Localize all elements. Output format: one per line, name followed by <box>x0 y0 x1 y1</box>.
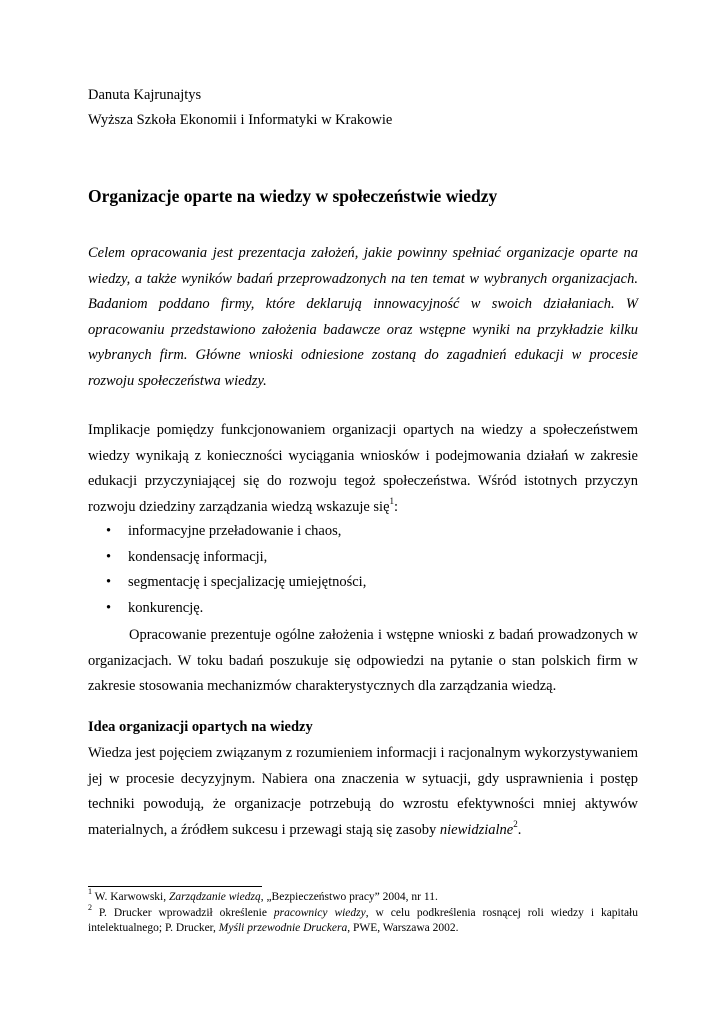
footnote-1 <box>88 887 638 905</box>
abstract: Celem opracowania jest prezentacja założeń, jakie powinny spełniać organizacje oparte na wiedzy, a także wyników badań przeprowadzonych na ten temat w wybranych organizacjach. Badaniom poddano firmy, które deklarują innowacyjność w swoich działaniach. W opracowaniu przedstawiono założenia badawcze oraz wstępne wyniki na przykładzie kilku wybranych firm. Główne wnioski odniesione zostaną do zagadnień edukacji w procesie rozwoju społeczeństwa wiedzy. <box>88 245 638 389</box>
list-item: • segmentację i specjalizację umiejętności, <box>106 570 646 596</box>
study-paragraph: Opracowanie prezentuje ogólne założenia i wstępne wnioski z badań prowadzonych w organizacjach. W toku badań poszukuje się odpowiedzi na pytanie o stan polskich firm w zakresie stosowania mechanizmów charakterystycznych dla zarządzania wiedzą. <box>88 627 638 695</box>
footnote-number: 2 <box>88 903 92 913</box>
italic-term: niewidzialne <box>439 821 514 838</box>
intro-paragraph <box>88 418 638 520</box>
section-paragraph <box>88 741 638 843</box>
footnote-italic: Zarządzanie wiedzą <box>169 891 261 903</box>
footnote-text: , w celu podkreślenia rosnącej roli wiedzy i kapitału intelektualnego; P. Drucker, <box>88 907 638 934</box>
section-end: . <box>517 821 522 838</box>
section-heading: Idea organizacji opartych na wiedzy <box>88 719 313 735</box>
footnote-text: , PWE, Warszawa 2002. <box>347 922 459 934</box>
author-name: Danuta Kajrunajtys <box>88 87 202 103</box>
footnote-ref-2: 2 <box>513 818 518 829</box>
footnote-text: P. Drucker wprowadził określenie <box>92 907 274 919</box>
footnote-2 <box>88 903 638 936</box>
footnote-text: W. Karwowski, <box>92 891 169 903</box>
list-item: • informacyjne przeładowanie i chaos, <box>106 519 646 545</box>
footnote-text: , „Bezpieczeństwo pracy” 2004, nr 11. <box>260 891 438 903</box>
footnote-italic: pracownicy wiedzy <box>273 907 366 919</box>
section-text: Wiedza jest pojęciem związanym z rozumieniem informacji i racjonalnym wykorzystywaniem jej w procesie decyzyjnym. Nabiera ona znaczenia w sytuacji, gdy usprawnienia i postęp techniki powodują, że organizacje potrzebują do wzrostu efektywności mniej aktywów materialnych, a źródłem sukcesu i przewagi stają się zasoby <box>88 745 638 838</box>
intro-text: Implikacje pomiędzy funkcjonowaniem organizacji opartych na wiedzy a społeczeństwem wiedzy wynikają z konieczności wyciągania wniosków i podejmowania działań w zakresie edukacji przyczyniającej się do rozwoju tegoż społeczeństwa. Wśród istotnych przyczyn rozwoju dziedziny zarządzania wiedzą wskazuje się <box>88 422 638 515</box>
page-title: Organizacje oparte na wiedzy w społeczeństwie wiedzy <box>88 186 498 206</box>
list-item: • kondensację informacji, <box>106 545 646 571</box>
footnote-ref-1: 1 <box>389 495 395 506</box>
list-item: • konkurencję. <box>106 596 646 622</box>
intro-colon: : <box>394 498 399 515</box>
footnote-divider <box>88 886 262 887</box>
reasons-list <box>106 519 646 621</box>
footnote-italic: Myśli przewodnie Druckera <box>218 922 348 934</box>
footnote-number: 1 <box>88 887 92 897</box>
author-affiliation: Wyższa Szkoła Ekonomii i Informatyki w Krakowie <box>88 112 393 128</box>
